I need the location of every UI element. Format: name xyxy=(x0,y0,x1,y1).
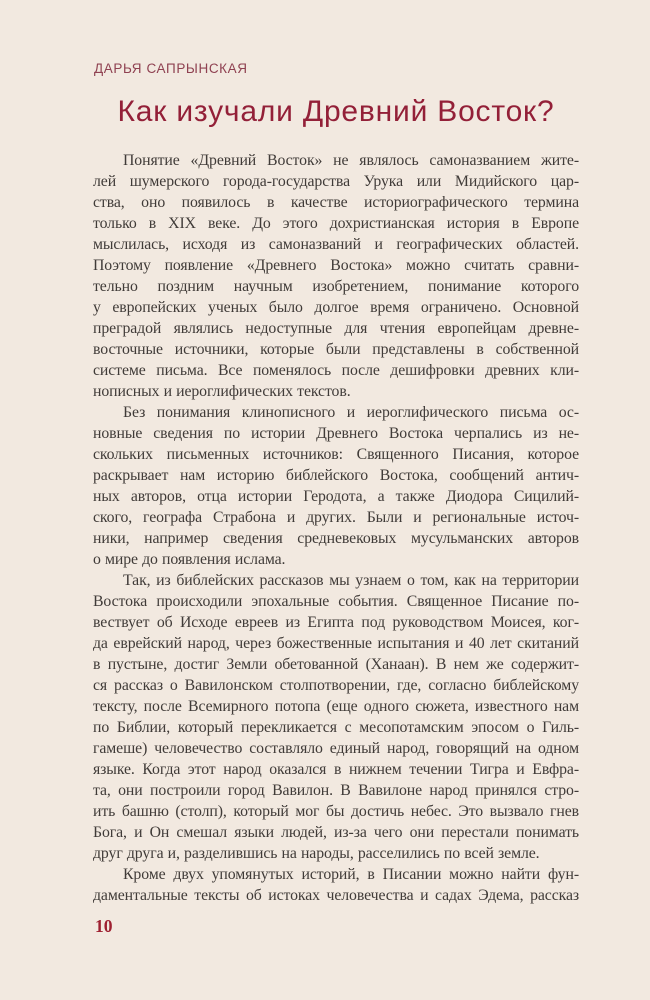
text-line: гамеше) человечество составляло единый народ, говорящий на одном xyxy=(93,740,579,757)
text-line: раскрывает нам историю библейского Востока, сообщений антич- xyxy=(93,467,579,484)
text-line: языке. Когда этот народ оказался в нижнем течении Тигра и Евфра- xyxy=(93,761,579,778)
author-name: ДАРЬЯ САПРЫНСКАЯ xyxy=(94,61,248,76)
text-line: восточные источники, которые были представлены в собственной xyxy=(93,341,579,358)
text-line: ского, географа Страбона и других. Были и региональные источ- xyxy=(93,509,579,526)
text-line: Востока происходили эпохальные события. Священное Писание по- xyxy=(93,593,579,610)
text-line: Понятие «Древний Восток» не являлось самоназванием жите- xyxy=(123,152,579,169)
text-line: скольких письменных источников: Священного Писания, которое xyxy=(93,446,579,463)
paragraph xyxy=(93,570,579,864)
text-line: по Библии, который перекликается с месопотамским эпосом о Гиль- xyxy=(93,719,579,736)
text-line: Так, из библейских рассказов мы узнаем о том, как на территории xyxy=(123,572,579,589)
text-line: Поэтому появление «Древнего Востока» можно считать сравни- xyxy=(93,257,579,274)
text-line: ники, например сведения средневековых мусульманских авторов xyxy=(93,530,579,547)
text-line: Бога, и Он смешал языки людей, из-за чего они перестали понимать xyxy=(93,824,579,841)
text-line: Кроме двух упомянутых историй, в Писании можно найти фун- xyxy=(123,866,579,883)
text-line: тексту, после Всемирного потопа (еще одного сюжета, известного нам xyxy=(93,698,579,715)
paragraph xyxy=(93,150,579,402)
text-line: в пустыне, достиг Земли обетованной (Ханаан). В нем же содержит- xyxy=(93,656,579,673)
paragraph xyxy=(93,864,579,906)
text-line: да еврейский народ, через божественные испытания и 40 лет скитаний xyxy=(93,635,579,652)
text-line: тельно поздним научным изобретением, понимание которого xyxy=(93,278,579,295)
paragraph xyxy=(93,402,579,570)
page-number: 10 xyxy=(95,916,113,936)
text-line: о мире до появления ислама. xyxy=(93,551,286,568)
body-text xyxy=(93,150,579,906)
text-line: друг друга и, разделившись на народы, расселились по всей земле. xyxy=(93,845,540,862)
text-line: даментальные тексты об истоках человечества и садах Эдема, рассказ xyxy=(93,887,579,904)
text-line: Без понимания клинописного и иероглифического письма ос- xyxy=(123,404,579,421)
text-line: вествует об Исходе евреев из Египта под руководством Моисея, ког- xyxy=(93,614,579,631)
text-line: нописных и иероглифических текстов. xyxy=(93,383,351,400)
text-line: системе письма. Все поменялось после дешифровки древних кли- xyxy=(93,362,579,379)
text-line: преградой являлись недоступные для чтения европейцам древне- xyxy=(93,320,579,337)
text-line: ся рассказ о Вавилонском столпотворении, где, согласно библейскому xyxy=(93,677,579,694)
text-line: только в XIX веке. До этого дохристианская история в Европе xyxy=(93,215,579,232)
text-line: у европейских ученых было долгое время ограничено. Основной xyxy=(93,299,579,316)
text-line: мыслилась, исходя из самоназваний и географических областей. xyxy=(93,236,579,253)
text-line: та, они построили город Вавилон. В Вавилоне народ принялся стро- xyxy=(93,782,579,799)
text-line: ить башню (столп), который мог бы достичь небес. Это вызвало гнев xyxy=(93,803,579,820)
text-line: ства, оно появилось в качестве историографического термина xyxy=(93,194,579,211)
text-line: ных авторов, отца истории Геродота, а также Диодора Сицилий- xyxy=(93,488,579,505)
text-line: новные сведения по истории Древнего Востока черпались из не- xyxy=(93,425,579,442)
text-line: лей шумерского города-государства Урука или Мидийского цар- xyxy=(93,173,579,190)
chapter-title: Как изучали Древний Восток? xyxy=(117,95,555,128)
